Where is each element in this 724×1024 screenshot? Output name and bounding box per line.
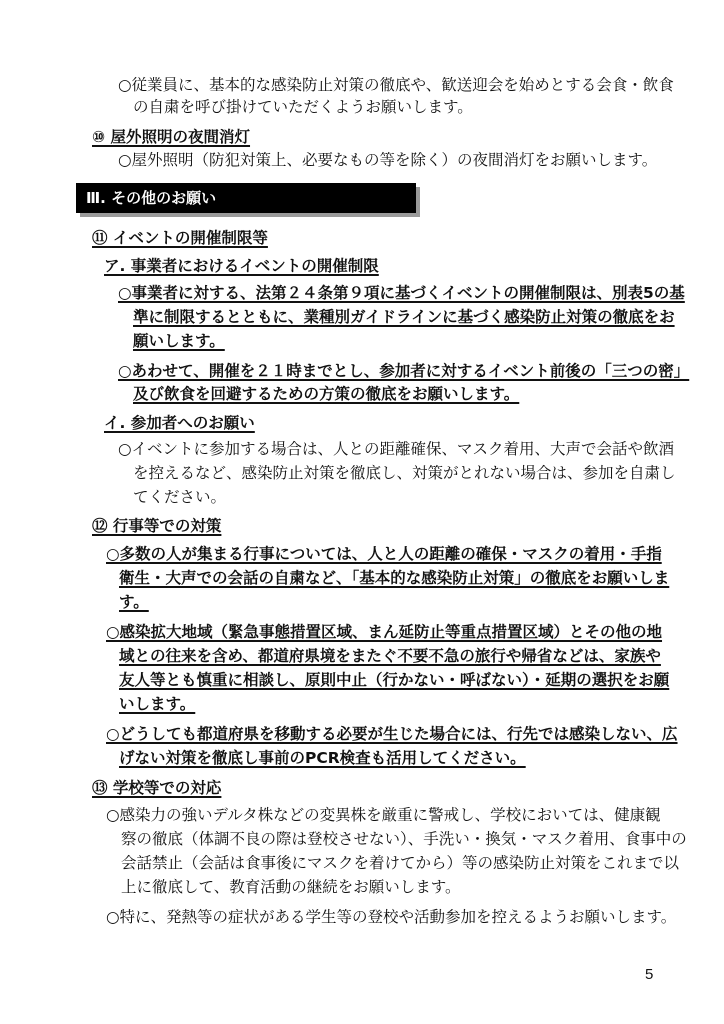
paragraph-line: す。	[119, 593, 149, 611]
paragraph-line: の自粛を呼び掛けていただくようお願いします。	[133, 98, 473, 116]
paragraph-line: ○あわせて、開催を２１時までとし、参加者に対するイベント前後の「三つの密」	[118, 362, 690, 380]
paragraph-line: を控えるなど、感染防止対策を徹底し、対策がとれない場合は、参加を自粛し	[133, 464, 676, 482]
paragraph-line: ○従業員に、基本的な感染防止対策の徹底や、歓送迎会を始めとする会食・飲食	[118, 76, 674, 94]
subheading-11a: ア. 事業者におけるイベントの開催制限	[104, 257, 379, 275]
page-number: 5	[645, 966, 654, 983]
paragraph-line: てください。	[133, 488, 227, 506]
section-heading-11: ⑪ イベントの開催制限等	[92, 229, 268, 247]
paragraph-line: ○感染力の強いデルタ株などの変異株を厳重に警戒し、学校においては、健康観	[106, 806, 661, 824]
paragraph-line: ○どうしても都道府県を移動する必要が生じた場合には、行先では感染しない、広	[106, 725, 678, 743]
section-banner	[76, 183, 416, 213]
paragraph-line: 衛生・大声での会話の自粛など、「基本的な感染防止対策」の徹底をお願いしま	[119, 569, 670, 587]
paragraph-line: 及び飲食を回避するための方策の徹底をお願いします。	[133, 385, 520, 403]
paragraph-line: げない対策を徹底し事前のPCR検査も活用してください。	[119, 749, 526, 767]
section-heading-10: ⑩ 屋外照明の夜間消灯	[92, 128, 251, 146]
paragraph-line: 準に制限するとともに、業種別ガイドラインに基づく感染防止対策の徹底をお	[133, 308, 675, 326]
paragraph-line: 上に徹底して、教育活動の継続をお願いします。	[121, 878, 461, 896]
paragraph-line: 察の徹底（体調不良の際は登校させない）、手洗い・換気・マスク着用、食事中の	[121, 830, 687, 848]
paragraph-line: いします。	[119, 695, 196, 713]
paragraph-line: ○多数の人が集まる行事については、人と人の距離の確保・マスクの着用・手指	[106, 545, 662, 563]
subheading-11i: イ. 参加者へのお願い	[104, 414, 255, 432]
section-heading-12: ⑫ 行事等での対策	[92, 517, 222, 535]
section-heading-13: ⑬ 学校等での対応	[92, 779, 222, 797]
paragraph-line: 会話禁止（会話は食事後にマスクを着けてから）等の感染防止対策をこれまで以	[121, 854, 680, 872]
paragraph-line: ○事業者に対する、法第２４条第９項に基づくイベントの開催制限は、別表5の基	[118, 284, 685, 302]
section-banner-title: Ⅲ. その他のお願い	[86, 189, 217, 207]
paragraph-line: ○感染拡大地域（緊急事態措置区域、まん延防止等重点措置区域）とその他の地	[106, 623, 663, 641]
paragraph-line: 域との往来を含め、都道府県境をまたぐ不要不急の旅行や帰省などは、家族や	[119, 647, 661, 665]
paragraph-line: 願いします。	[133, 332, 225, 350]
paragraph-line: 友人等とも慎重に相談し、原則中止（行かない・呼ばない）・延期の選択をお願	[119, 671, 670, 689]
paragraph-line: ○特に、発熱等の症状がある学生等の登校や活動参加を控えるようお願いします。	[106, 908, 677, 926]
paragraph-line: ○屋外照明（防犯対策上、必要なもの等を除く）の夜間消灯をお願いします。	[118, 151, 658, 169]
paragraph-line: ○イベントに参加する場合は、人との距離確保、マスク着用、大声で会話や飲酒	[118, 440, 675, 458]
